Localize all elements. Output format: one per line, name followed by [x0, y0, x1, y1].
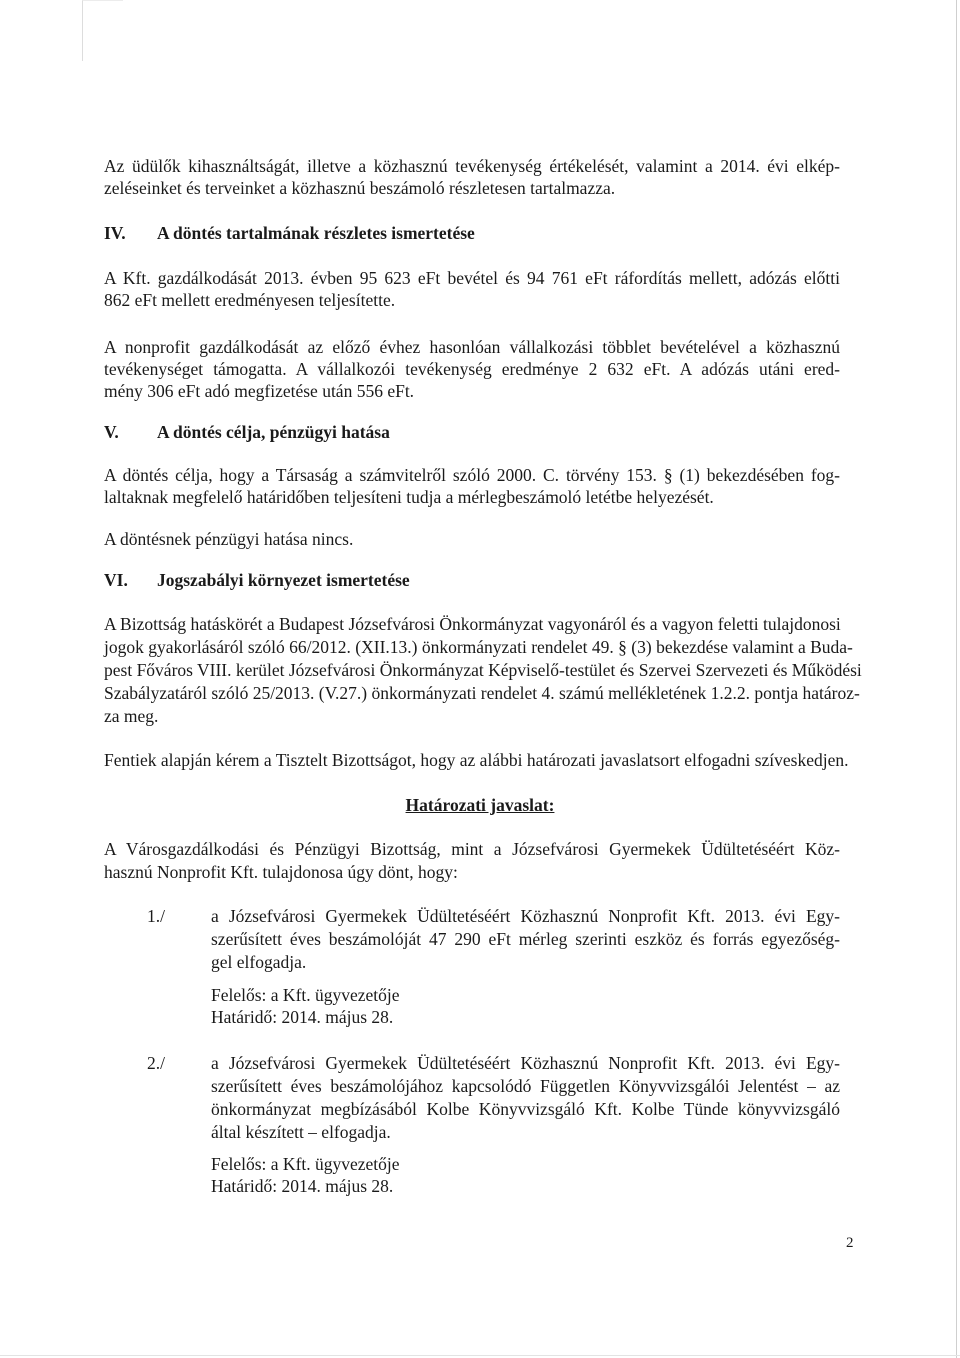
para6-line-1: A Bizottság hatáskörét a Budapest Józsefvárosi Önkormányzat vagyonáról és a vagyon feletti tulajdonosi: [104, 614, 841, 634]
page-edge-right: [956, 0, 957, 1358]
para6-line-3: pest Főváros VIII. kerület Józsefvárosi Önkormányzat Képviselő-testület és Szervei Szervezeti és Működési: [104, 660, 862, 680]
para4-line-1: A döntés célja, hogy a Társaság a számvitelről szóló 2000. C. törvény 153. § (1) bekezdésében fog-: [104, 465, 840, 485]
para5: A döntésnek pénzügyi hatása nincs.: [104, 529, 354, 549]
resolution-item-1-line-3: gel elfogadja.: [211, 952, 307, 972]
resolution-item-2-deadline: Határidő: 2014. május 28.: [211, 1176, 394, 1196]
section-6-title: Jogszabályi környezet ismertetése: [157, 570, 410, 590]
section-5-title: A döntés célja, pénzügyi hatása: [157, 422, 390, 442]
section-6-number: VI.: [104, 570, 128, 590]
para6-line-2: jogok gyakorlásáról szóló 66/2012. (XII.13.) önkormányzati rendelet 49. § (3) bekezdése valamint a Buda-: [104, 637, 853, 657]
resolution-intro-line-1: A Városgazdálkodási és Pénzügyi Bizottság, mint a Józsefvárosi Gyermekek Üdültetéséért Köz-: [104, 839, 840, 859]
para3-line-3: mény 306 eFt adó megfizetése után 556 eFt.: [104, 381, 415, 401]
resolution-item-2-responsible: Felelős: a Kft. ügyvezetője: [211, 1154, 400, 1174]
resolution-item-1-line-1: a Józsefvárosi Gyermekek Üdültetéséért Közhasznú Nonprofit Kft. 2013. évi Egy-: [211, 906, 840, 926]
resolution-item-2-line-4: által készített – elfogadja.: [211, 1122, 391, 1142]
para2-line-2: 862 eFt mellett eredményesen teljesítette.: [104, 290, 396, 310]
resolution-intro-line-2: hasznú Nonprofit Kft. tulajdonosa úgy dönt, hogy:: [104, 862, 458, 882]
resolution-item-1-number: 1./: [147, 906, 165, 926]
para1-line-2: zeléseinket és terveinket a közhasznú beszámoló részletesen tartalmazza.: [104, 178, 616, 198]
para6-line-4: Szabályzatáról szóló 25/2013. (V.27.) önkormányzati rendelet 4. számú mellékletének 1.2.2. pontja határoz-: [104, 683, 860, 703]
resolution-title: Határozati javaslat:: [405, 795, 555, 815]
resolution-item-2-line-1: a Józsefvárosi Gyermekek Üdültetéséért Közhasznú Nonprofit Kft. 2013. évi Egy-: [211, 1053, 840, 1073]
para2-line-1: A Kft. gazdálkodását 2013. évben 95 623 eFt bevétel és 94 761 eFt ráfordítás mellett, adózás előtti: [104, 268, 840, 288]
scan-artifact: [82, 0, 123, 61]
page-number: 2: [846, 1235, 854, 1251]
resolution-item-1-deadline: Határidő: 2014. május 28.: [211, 1007, 394, 1027]
para1-line-1: Az üdülők kihasználtságát, illetve a közhasznú tevékenység értékelését, valamint a 2014. évi elkép-: [104, 156, 840, 176]
page-edge-bottom: [0, 1355, 960, 1356]
resolution-item-1-responsible: Felelős: a Kft. ügyvezetője: [211, 985, 400, 1005]
section-5-number: V.: [104, 422, 119, 442]
resolution-item-2-line-2: szerűsített éves beszámolójához kapcsolódó Független Könyvvizsgálói Jelentést – az: [211, 1076, 840, 1096]
para3-line-2: tevékenységet támogatta. A vállalkozói tevékenység eredménye 2 632 eFt. A adózás utáni ered-: [104, 359, 840, 379]
para6-line-5: za meg.: [104, 706, 159, 726]
resolution-item-1-line-2: szerűsített éves beszámolóját 47 290 eFt mérleg szerinti eszköz és forrás egyezőség-: [211, 929, 840, 949]
para3-line-1: A nonprofit gazdálkodását az előző évhez hasonlóan vállalkozási többlet bevételével a közhasznú: [104, 337, 840, 357]
section-4-title: A döntés tartalmának részletes ismertetése: [157, 223, 475, 243]
section-4-number: IV.: [104, 223, 126, 243]
resolution-item-2-number: 2./: [147, 1053, 165, 1073]
para4-line-2: laltaknak megfelelő határidőben teljesíteni tudja a mérlegbeszámoló letétbe helyezését.: [104, 487, 714, 507]
para7: Fentiek alapján kérem a Tisztelt Bizottságot, hogy az alábbi határozati javaslatsort elfogadni szíveskedjen.: [104, 750, 849, 770]
resolution-item-2-line-3: önkormányzat megbízásából Kolbe Könyvvizsgáló Kft. Kolbe Tünde könyvvizsgáló: [211, 1099, 840, 1119]
